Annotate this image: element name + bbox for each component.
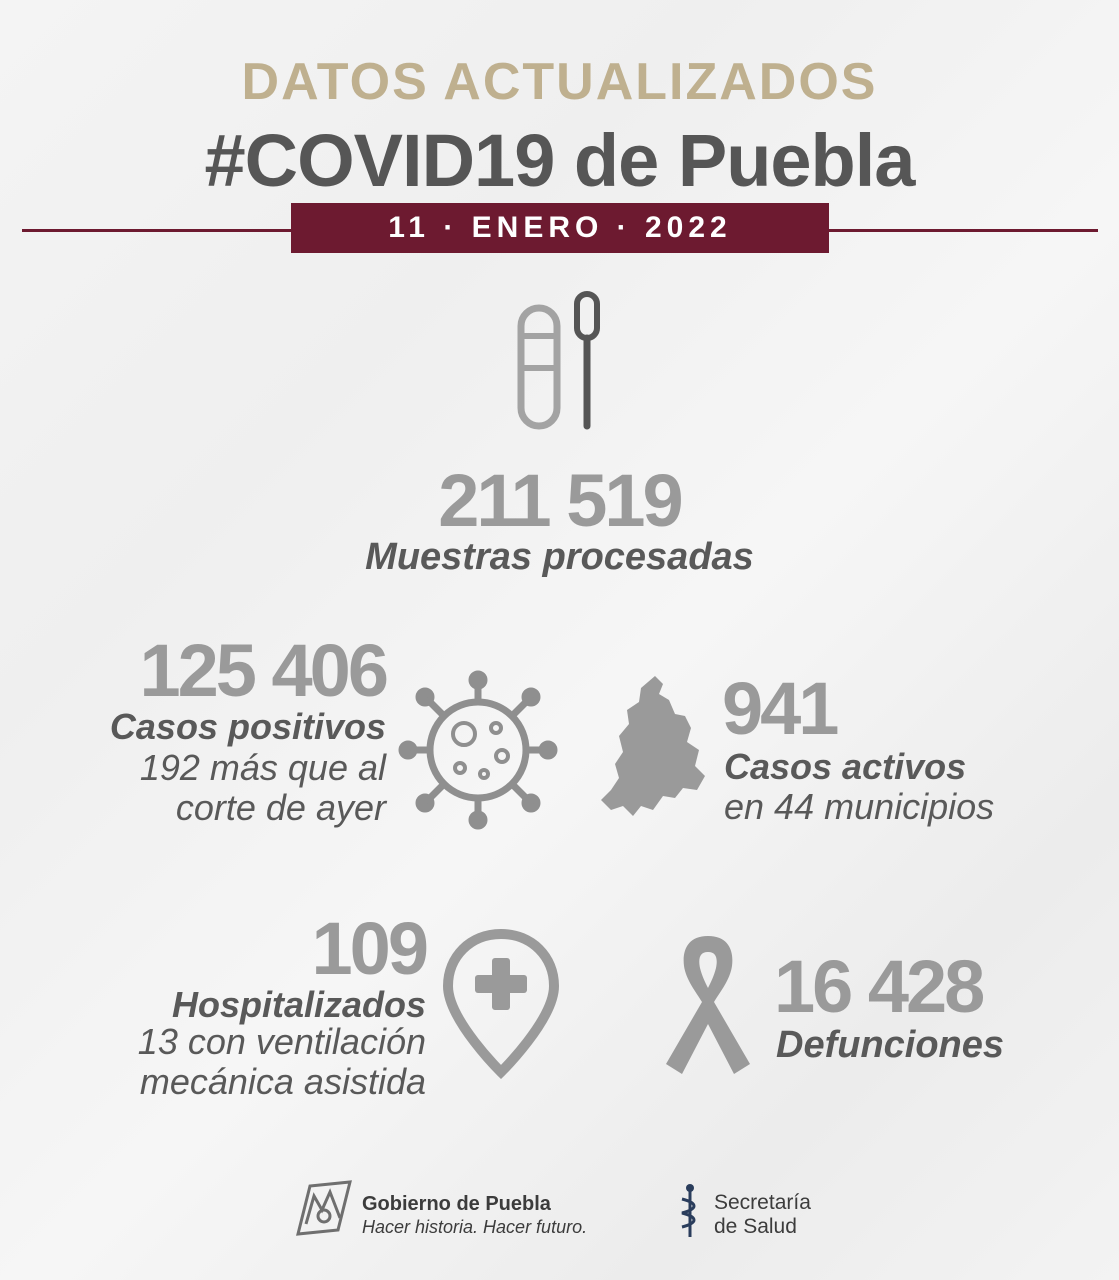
ribbon-icon	[658, 926, 758, 1078]
virus-icon	[398, 670, 558, 830]
page-title: #COVID19 de Puebla	[204, 119, 915, 202]
positivos-note-line2: corte de ayer	[175, 787, 386, 828]
test-tube-swab-icon	[510, 290, 620, 430]
hospitalizados-value: 109	[311, 907, 426, 990]
positivos-label: Casos positivos	[109, 706, 386, 747]
gobierno-slogan: Hacer historia. Hacer futuro.	[362, 1217, 588, 1237]
gobierno-puebla-logo	[292, 1176, 356, 1240]
defunciones-label: Defunciones	[776, 1024, 1005, 1066]
puebla-map-icon	[597, 672, 713, 824]
positivos-value: 125 406	[139, 629, 386, 712]
hospital-pin-icon	[440, 928, 562, 1080]
caduceus-icon	[678, 1183, 702, 1239]
header-subtitle: DATOS ACTUALIZADOS	[241, 53, 878, 111]
hospitalizados-note-line2: mecánica asistida	[139, 1061, 426, 1102]
secretaria-salud-line1: Secretaría	[714, 1191, 811, 1214]
activos-note: en 44 municipios	[724, 786, 995, 827]
positivos-note-line1: 192 más que al	[139, 747, 386, 788]
gobierno-name: Gobierno de Puebla	[362, 1193, 551, 1215]
activos-label: Casos activos	[724, 746, 967, 787]
positivos-note	[40, 748, 386, 828]
divider-right	[828, 229, 1098, 232]
divider-left	[22, 229, 294, 232]
hospitalizados-note-line1: 13 con ventilación	[137, 1021, 426, 1062]
muestras-label: Muestras procesadas	[365, 536, 754, 578]
activos-value: 941	[722, 667, 837, 750]
defunciones-value: 16 428	[774, 945, 983, 1028]
hospitalizados-label: Hospitalizados	[171, 984, 426, 1025]
muestras-value: 211 519	[438, 459, 681, 542]
secretaria-salud-line2: de Salud	[714, 1215, 797, 1238]
date-banner: 11 · ENERO · 2022	[291, 203, 829, 253]
hospitalizados-note	[40, 1022, 426, 1102]
